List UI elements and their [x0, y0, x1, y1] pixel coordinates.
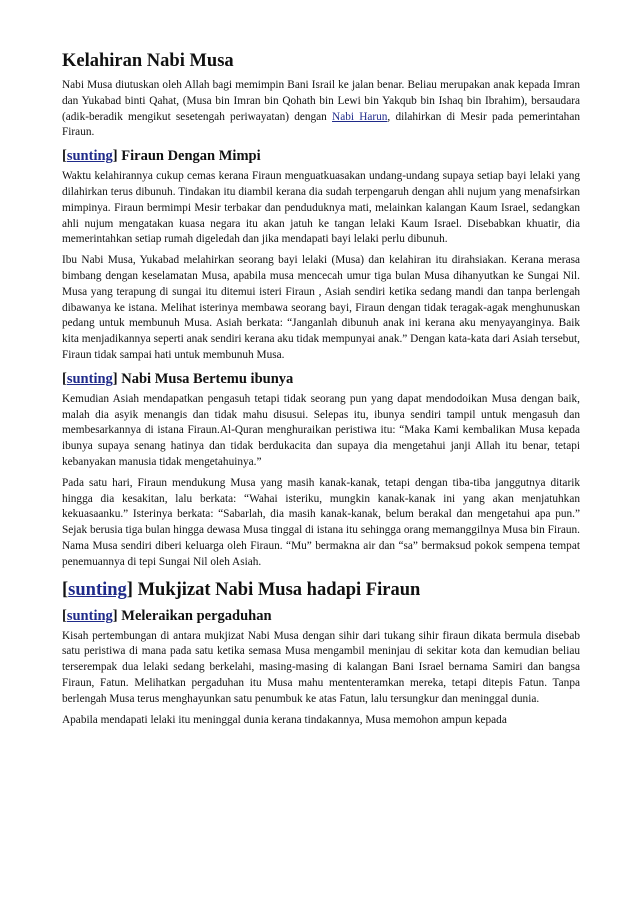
- section-title: Nabi Musa Bertemu ibunya: [121, 370, 294, 387]
- paragraph: Ibu Nabi Musa, Yukabad melahirkan seorang bayi lelaki (Musa) dan kelahiran itu dirahsiakan. Kerana merasa bimbang dengan keselamatan Musa, apabila musa mencecah umur tiga bulan Musa dihanyutkan ke Sungai Nil. Musa yang terapung di sungai itu ditemui isteri Firaun , Asiah sendiri ketika sedang mandi dan tanpa berlengah dibawanya ke istana. Melihat isterinya membawa seorang bayi, Firaun dengan tidak teragak-agak menghunuskan pedang untuk membunuh Musa. Asiah berkata: “Janganlah dibunuh anak ini kerana aku menyayanginya. Baik kita menjadikannya seperti anak sendiri kerana aku tidak mempunyai anak.” Dengan kata-kata dari Asiah tersebut, Firaun tidak sampai hati untuk membunuh Musa.: [62, 254, 580, 361]
- intro-text-end: , dilahirkan di Mesir pada pemerintahan Firaun.: [62, 110, 580, 139]
- edit-link[interactable]: sunting: [66, 607, 113, 624]
- paragraph: Pada satu hari, Firaun mendukung Musa yang masih kanak-kanak, tetapi dengan tiba-tiba janggutnya ditarik hingga dia kesakitan, lalu berkata: “Wahai isteriku, mungkin kanak-kanak ini yang akan menjatuhkan kekuasaanku.” Isterinya berkata: “Sabarlah, dia masih kanak-kanak, belum berakal dan mengetahui apa pun.” Sejak berusia tiga bulan hingga dewasa Musa tinggal di istana itu sehingga orang memanggilnya Musa bin Firaun. Nama Musa sendiri diberi keluarga oleh Firaun. “Mu” bermakna air dan “sa” bermaksud pokok sempena tempat penemuannya di tepi Sungai Nil oleh Asiah.: [62, 476, 580, 568]
- intro-text: Nabi Musa diutuskan oleh Allah bagi memimpin Bani Israil ke jalan benar. Beliau merupakan anak kepada Imran dan Yukabad binti Qahat, (Musa bin Imran bin Qohath bin Lewi bin Yakqub bin Ishaq bin Ibrahim), bersaudara (adik-beradik mengikut sesetengah periwayatan) dengan: [62, 79, 580, 123]
- page-title: Kelahiran Nabi Musa: [62, 51, 234, 71]
- edit-link[interactable]: sunting: [66, 370, 113, 387]
- section-heading-meleraikan: [sunting] Meleraikan pergaduhan: [62, 607, 272, 624]
- paragraph: Waktu kelahirannya cukup cemas kerana Firaun menguatkuasakan undang-undang supaya setiap bayi lelaki yang dilahirkan terus dibunuh. Tindakan itu diambil kerana dia sudah terpengaruh dengan ahli nujum yang menafsirkan mimpinya. Firaun bermimpi Mesir terbakar dan penduduknya mati, melainkan kalangan Kaum Israel, sedangkan ahli nujum mengatakan kuasa negara itu akan jatuh ke tangan lelaki Kaum Israel. Disebabkan khuatir, dia memerintahkan setiap rumah digeledah dan jika mendapati bayi lelaki perlu dibunuh.: [62, 170, 580, 246]
- paragraph: Kemudian Asiah mendapatkan pengasuh tetapi tidak seorang pun yang dapat mendodoikan Musa dengan baik, malah dia asyik menangis dan tidak mahu disusui. Selepas itu, ibunya sendiri tampil untuk mengasuh dan membesarkannya di istana Firaun.Al-Quran menghuraikan peristiwa itu: “Maka Kami kembalikan Musa kepada ibunya supaya senang hatinya dan tidak berdukacita dan supaya dia mengetahui janji Allah itu benar, tetapi kebanyakan manusia tidak mengetahuinya.”: [62, 392, 580, 468]
- section-heading-mukjizat: [sunting] Mukjizat Nabi Musa hadapi Firaun: [62, 579, 421, 600]
- section-title: Firaun Dengan Mimpi: [121, 148, 261, 165]
- section-heading-bertemu-ibunya: [sunting] Nabi Musa Bertemu ibunya: [62, 370, 294, 387]
- article: [62, 50, 580, 733]
- section-heading-firaun-mimpi: [sunting] Firaun Dengan Mimpi: [62, 148, 261, 165]
- edit-link[interactable]: sunting: [66, 148, 113, 165]
- section-title: Mukjizat Nabi Musa hadapi Firaun: [137, 579, 421, 600]
- section-title: Meleraikan pergaduhan: [121, 607, 272, 624]
- nabi-harun-link[interactable]: Nabi Harun: [332, 110, 388, 123]
- intro-paragraph: [62, 78, 580, 141]
- edit-link[interactable]: sunting: [68, 579, 127, 600]
- paragraph: Kisah pertembungan di antara mukjizat Nabi Musa dengan sihir dari tukang sihir firaun dikata bermula disebab satu peristiwa di mana pada satu ketika semasa Musa mengambil meninjau di sekitar kota dan kemudian beliau terserempak dua lelaki sedang berkelahi, masing-masing di kalangan Bani Israel bernama Samiri dan bangsa Firaun, Fatun. Melihatkan pergaduhan itu Musa mahu mententeramkan mereka, tetapi ditepis Fatun. Tanpa berlengah Musa terus menghayunkan satu penumbuk ke atas Fatun, lalu tersungkur dan meninggal dunia.: [62, 629, 580, 705]
- paragraph: Apabila mendapati lelaki itu meninggal dunia kerana tindakannya, Musa memohon ampun kepada: [62, 713, 507, 726]
